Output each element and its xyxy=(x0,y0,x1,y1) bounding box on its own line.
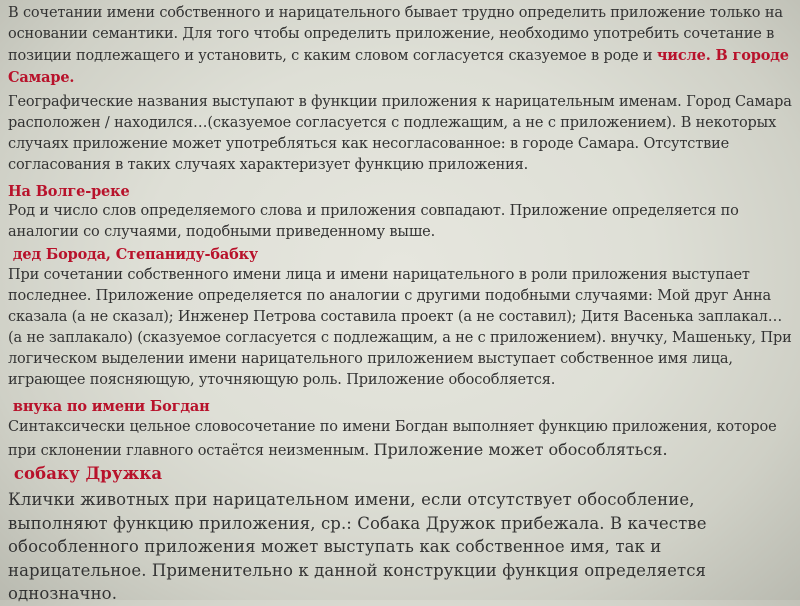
heading-volga: На Волге-реке xyxy=(8,183,130,200)
paragraph-intro-text: В сочетании имени собственного и нарицательного бывает трудно определить приложение только на основании семантики. Для того чтобы определить приложение, необходимо употребить сочетание в позиции подлежащего и установить, с каким словом согласуется сказуемое в роде и xyxy=(8,5,783,64)
paragraph-geographic: Географические названия выступают в функции приложения к нарицательным именам. Город Самара расположен / находился…(сказуемое согласуется с подлежащим, а не с приложением). В некоторых случаях приложение может употребляться как несогласованное: в городе Самара. Отсутствие согласования в таких случаях характеризует функцию приложения. xyxy=(8,94,792,173)
paragraph-volga: Род и число слов определяемого слова и приложения совпадают. Приложение определяется по аналогии со случаями, подобными приведенному выше. xyxy=(8,203,739,240)
paragraph-animal-names: Клички животных при нарицательном имени, если отсутствует обособление, выполняют функцию приложения, ср.: Собака Дружок прибежала. В качестве обособленного приложения может выступать как собственное имя, так и нарицательное. Применительно к данной конструкции функция определяется однозначно. xyxy=(8,490,707,603)
heading-vnuk-bogdan: внука по имени Богдан xyxy=(8,398,210,415)
paragraph-person-names: При сочетании собственного имени лица и имени нарицательного в роли приложения выступает последнее. Приложение определяется по аналогии с другими подобными случаями: Мой друг Анна сказала (а не сказал); Инженер Петрова составила проект (а не составил); Дитя Васенька заплакал… (а не заплакало) (сказуемое согласуется с подлежащим, а не с приложением). внучку, Машеньку, При логическом выделении имени нарицательного приложением выступает собственное имя лица, играющее поясняющую, уточняющую роль. Приложение обособляется. xyxy=(8,267,792,388)
paragraph-bogdan xyxy=(8,417,792,462)
heading-sobaku-druzhka: собаку Дружка xyxy=(8,464,163,483)
paragraph-bogdan-tail: Приложение может обособляться. xyxy=(373,440,668,459)
example-samara: числе. В городе Самаре. xyxy=(8,47,789,86)
paragraph-intro xyxy=(8,3,792,89)
paragraph-bogdan-text: Синтаксически цельное словосочетание по имени Богдан выполняет функцию приложения, которое при склонении главного остаётся неизменным. xyxy=(8,419,777,459)
heading-ded-boroda: дед Борода, Степаниду-бабку xyxy=(8,246,259,263)
